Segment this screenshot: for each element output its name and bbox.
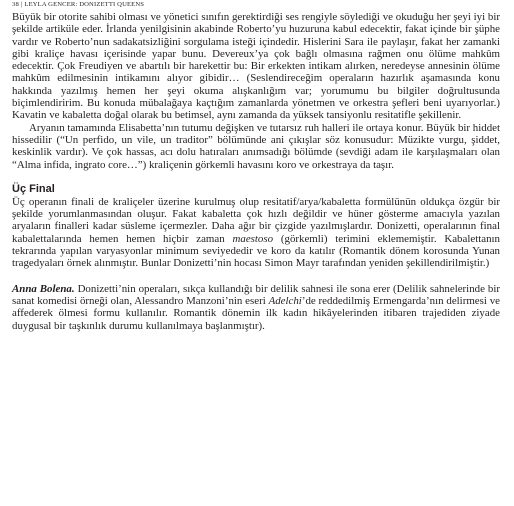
paragraph-spacer [12, 270, 500, 283]
paragraph-3-italic-term: maestoso [232, 232, 274, 245]
paragraph-4-text-b: ’de reddedilmiş Ermengarda’nın delirmesi ve affederek ölmesi formu kullanılır. Romantik dönemin ilk kadın hikâyelerinden itibaren trajediden ziyade duygusal bir taşkınlık durumu kullanılmaya başlanmıştır). [12, 294, 500, 332]
paragraph-3-text-b: (görkemli) terimini eklememiştir. Kabalettanın tekrarında yapılan varyasyonlar minimum seviyededir ve koro da katılır (Romantik dönem korosunda Yunan tragedyaları örnek alınmıştır. Bunlar Donizetti’nin hocası Simon Mayr tarafından yeniden şekillendirilmiştir.) [12, 232, 500, 270]
paragraph-2: Aryanın tamamında Elisabetta’nın tutumu değişken ve tutarsız ruh halleri ile ortaya konur. Büyük bir hiddet hissedilir (“Un perfido, un vile, un traditor” bölümünde ani çıkışlar söz konusudur: Müzikte vurgu, şiddet, keskinlik vardır). Ve çok hassas, acı dolu hatıraları anımsadığı bölümde (sevdiği adam ile karşılaşmaları olan “Alma infida, ingrato core…”) kraliçenin görkemli havasını koro ve orkestraya da taşır. [12, 121, 500, 171]
header-separator: | [20, 1, 23, 8]
paragraph-4 [12, 283, 500, 332]
paragraph-4-italic-title: Adelchi [268, 294, 302, 307]
page-number: 38 [12, 1, 19, 8]
running-header [12, 1, 144, 8]
body-text [12, 11, 500, 332]
paragraph-4-text-a: Donizetti’nin operaları, sıkça kullandığı bir delilik sahnesi ile sona erer (Delilik sahnelerinde bir sanat komedisi örneği olan, Alessandro Manzoni’nin eseri [12, 282, 500, 307]
paragraph-3 [12, 196, 500, 270]
section-heading: Üç Final [12, 182, 55, 195]
section-spacer [12, 171, 500, 183]
running-title: LEYLA GENCER: DONIZETTI QUEENS [24, 1, 145, 8]
paragraph-3-text-a: Üç operanın finali de kraliçeler üzerine kurulmuş olup resitatif/arya/kabaletta formülünün oldukça özgür bir şekilde yorumlanmasından oluşur. Fakat kabaletta çok hızlı değildir ve hüner gösterme amacıyla yazılan aryaların finalleri kadar süsleme içermezler. Daha ağır bir çizgide yazılmışlardır. Donizetti, operalarının final kabalettalarında hemen hemen hiçbir zaman [12, 195, 500, 245]
paragraph-4-lead: Anna Bolena. [12, 282, 75, 295]
paragraph-1: Büyük bir otorite sahibi olması ve yönetici sınıfın gerektirdiği ses rengiyle söylediği ve okuduğu her şeyi iyi bir şekilde artiküle eder. İrlanda yenilgisinin akabinde Roberto’yu huzuruna kabul edecektir, fakat içinde bir şüphe vardır ve Roberto’nun sadakatsizliğini sorgulama isteği içindedir. Hislerini Sara ile paylaşır, fakat her zamanki gibi kraliçe havası içerisinde yapar bunu. Devereux’ya çok bağlı olmasına rağmen onu ölüme mahkûm edecektir. Çok Freudiyen ve abartılı bir harekettir bu: Bir erkekten intikam alırken, neredeyse annesinin ölüme mahkûm edilmesinin intikamını alıyor gibidir… (Seslendireceğim operaların hazırlık aşamasında konu hakkında yazılmış hemen her şeyi okuma alışkanlığım var; yorumumu bu bilgiler doğrultusunda biçimlendiririm. Bu konuda mübalağaya kaçtığım zamanlarda yönetmen ve orkestra şefleri beni uyarıyorlar.) Kavatin ve kabaletta doğal olarak bu betimsel, aynı zamanda da yüksek tansiyonlu resitatifle şekillenir. [12, 11, 500, 122]
